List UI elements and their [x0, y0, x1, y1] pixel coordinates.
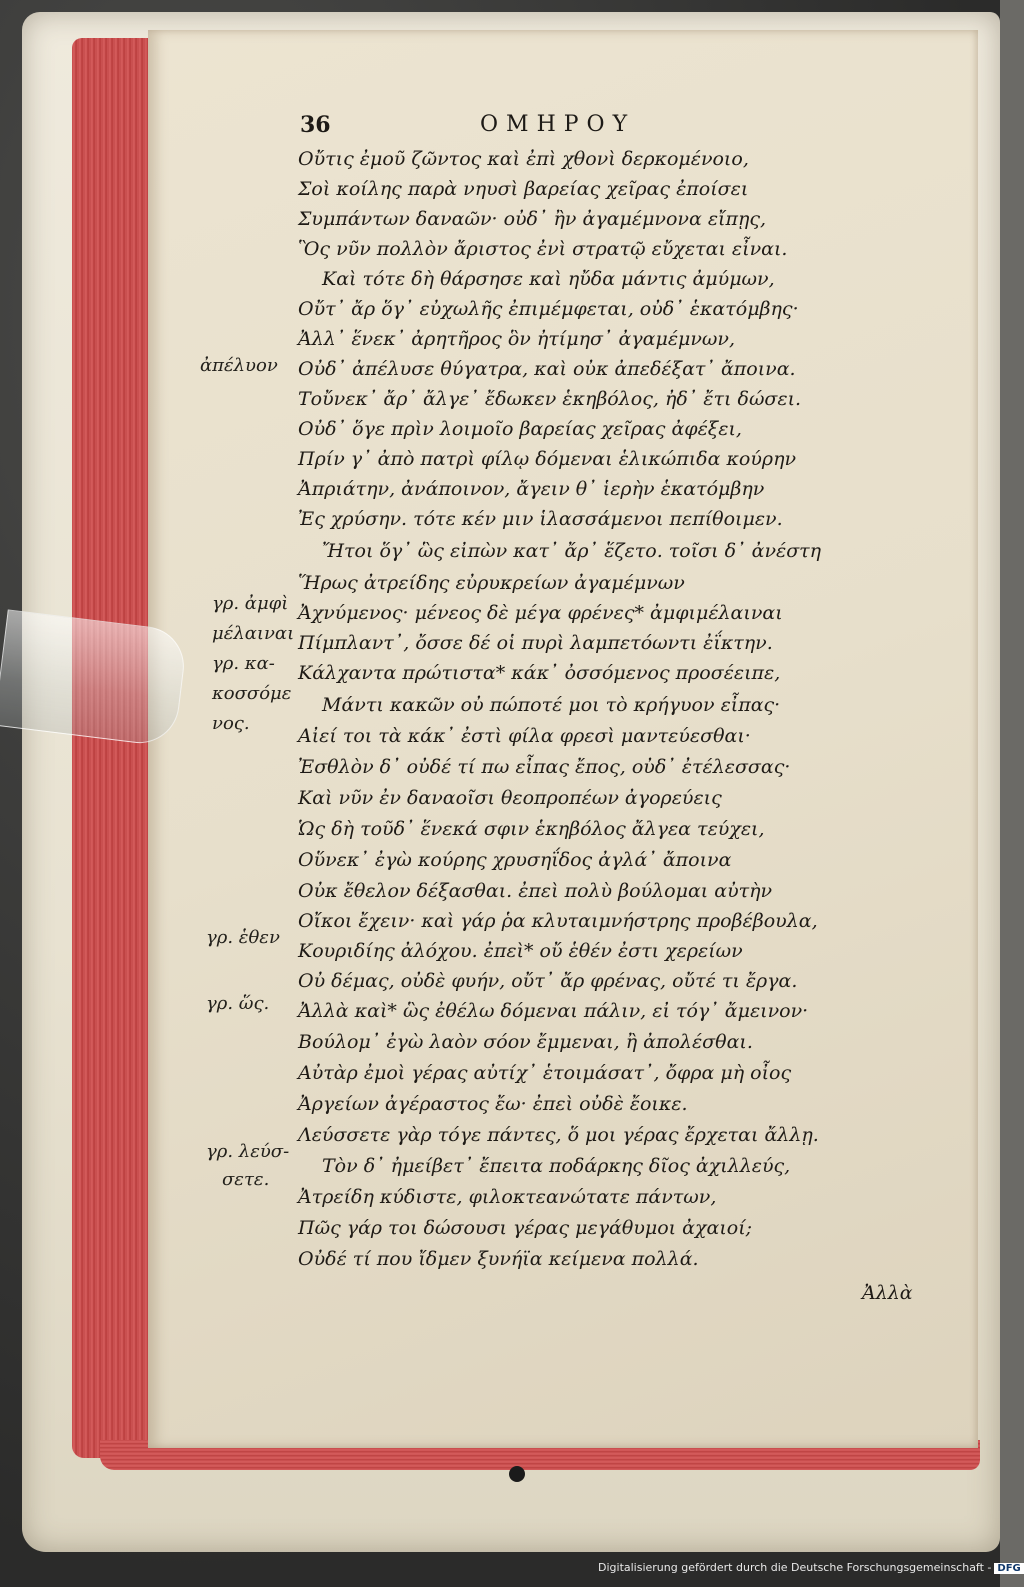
verse-line: Οὐ δέμας, οὐδὲ φυήν, οὔτ᾽ ἄρ φρένας, οὔτέ τι ἔργα. — [298, 970, 798, 992]
verse-line: Πῶς γάρ τοι δώσουσι γέρας μεγάθυμοι ἀχαιοί; — [298, 1217, 753, 1239]
verse-line: Ἀλλ᾽ ἕνεκ᾽ ἀρητῆρος ὃν ἠτίμησ᾽ ἀγαμέμνων, — [298, 328, 736, 350]
verse-line: Κάλχαντα πρώτιστα* κάκ᾽ ὀσσόμενος προσέειπε, — [298, 662, 781, 684]
marginal-note: γρ. ἑθεν — [206, 927, 280, 948]
verse-line: Κουριδίης ἀλόχου. ἐπεὶ* οὔ ἑθέν ἐστι χερείων — [298, 940, 743, 962]
verse-line: Τὸν δ᾽ ἠμείβετ᾽ ἔπειτα ποδάρκης δῖος ἀχιλλεύς, — [322, 1155, 791, 1177]
verse-line: Οὐδέ τί που ἴδμεν ξυνήϊα κείμενα πολλά. — [298, 1248, 699, 1270]
dfg-logo: DFG — [994, 1563, 1023, 1574]
marginal-note: γρ. ἀμφὶ — [212, 593, 289, 614]
verse-line: Οὐδ᾽ ὅγε πρὶν λοιμοῖο βαρείας χεῖρας ἀφέξει, — [298, 418, 742, 440]
red-page-edges — [72, 38, 160, 1458]
verse-line: Ἀχνύμενος· μένεος δὲ μέγα φρένες* ἀμφιμέλαιναι — [298, 602, 783, 624]
verse-line: Μάντι κακῶν οὐ πώποτέ μοι τὸ κρήγυον εἶπας· — [322, 694, 781, 716]
verse-line: Ἐσθλὸν δ᾽ οὐδέ τί πω εἶπας ἔπος, οὐδ᾽ ἐτέλεσσας· — [298, 756, 791, 778]
verse-line: Πίμπλαντ᾽, ὄσσε δέ οἱ πυρὶ λαμπετόωντι ἐΐκτην. — [298, 632, 773, 654]
verse-line: Αὐτὰρ ἐμοὶ γέρας αὐτίχ᾽ ἑτοιμάσατ᾽, ὄφρα μὴ οἶος — [298, 1062, 792, 1084]
marginal-note: σετε. — [222, 1169, 270, 1190]
verse-line: Συμπάντων δαναῶν· οὐδ᾽ ἢν ἀγαμέμνονα εἴπῃς, — [298, 208, 767, 230]
marginal-note: μέλαιναι — [212, 623, 295, 644]
verse-line: Σοὶ κοίλης παρὰ νηυσὶ βαρείας χεῖρας ἐποίσει — [298, 178, 749, 200]
verse-line: Καὶ τότε δὴ θάρσησε καὶ ηὔδα μάντις ἀμύμων, — [322, 268, 775, 290]
verse-line: Οὐδ᾽ ἀπέλυσε θύγατρα, καὶ οὐκ ἀπεδέξατ᾽ ἄποινα. — [298, 358, 796, 380]
marginal-note: κοσσόμε — [212, 683, 292, 704]
credit-text: Digitalisierung gefördert durch die Deutsche Forschungsgemeinschaft - — [598, 1561, 992, 1574]
verse-line: Πρίν γ᾽ ἀπὸ πατρὶ φίλῳ δόμεναι ἑλικώπιδα κούρην — [298, 448, 797, 470]
verse-line: Ἥρως ἀτρείδης εὐρυκρείων ἀγαμέμνων — [298, 572, 685, 594]
marginal-note: ἀπέλυον — [200, 355, 278, 376]
glass-page-weight — [0, 609, 188, 747]
verse-line: Ἤτοι ὅγ᾽ ὣς εἰπὼν κατ᾽ ἄρ᾽ ἕζετο. τοῖσι δ᾽ ἀνέστη — [322, 540, 822, 562]
page-number: 36 — [300, 112, 331, 138]
verse-line: Ἀτρείδη κύδιστε, φιλοκτεανώτατε πάντων, — [298, 1186, 717, 1208]
verse-line: Ἀπριάτην, ἀνάποινον, ἄγειν θ᾽ ἱερὴν ἑκατόμβην — [298, 478, 765, 500]
verse-line: Ἐς χρύσην. τότε κέν μιν ἱλασσάμενοι πεπίθοιμεν. — [298, 508, 783, 530]
verse-line: Ἀργείων ἀγέραστος ἔω· ἐπεὶ οὐδὲ ἔοικε. — [298, 1093, 688, 1115]
verse-line: Αἰεί τοι τὰ κάκ᾽ ἐστὶ φίλα φρεσὶ μαντεύεσθαι· — [298, 725, 751, 747]
marginal-note: νος. — [212, 713, 250, 734]
marginal-note: γρ. λεύσ- — [206, 1141, 290, 1162]
verse-line: Ἀλλὰ καὶ* ὣς ἐθέλω δόμεναι πάλιν, εἰ τόγ᾽ ἄμεινον· — [298, 1000, 809, 1022]
verse-line: Οὔτ᾽ ἄρ ὅγ᾽ εὐχωλῆς ἐπιμέμφεται, οὐδ᾽ ἑκατόμβης· — [298, 298, 799, 320]
binding-hole — [509, 1466, 525, 1482]
catchword: Ἀλλὰ — [862, 1282, 913, 1304]
verse-line: Βούλομ᾽ ἐγὼ λαὸν σόον ἔμμεναι, ἢ ἀπολέσθαι. — [298, 1031, 753, 1053]
marginal-note: γρ. κα- — [212, 653, 275, 674]
verse-line: Ὡς δὴ τοῦδ᾽ ἕνεκά σφιν ἑκηβόλος ἄλγεα τεύχει, — [298, 818, 765, 840]
verse-line: Καὶ νῦν ἐν δαναοῖσι θεοπροπέων ἀγορεύεις — [298, 787, 722, 809]
verse-line: Ὃς νῦν πολλὸν ἄριστος ἐνὶ στρατῷ εὔχεται εἶναι. — [298, 238, 788, 260]
verse-line: Λεύσσετε γὰρ τόγε πάντες, ὅ μοι γέρας ἔρχεται ἄλλῃ. — [298, 1124, 819, 1146]
verse-line: Οὐκ ἔθελον δέξασθαι. ἐπεὶ πολὺ βούλομαι αὐτὴν — [298, 880, 773, 902]
verse-line: Οὕνεκ᾽ ἐγὼ κούρης χρυσηΐδος ἀγλά᾽ ἄποινα — [298, 849, 732, 871]
verse-line: Τοὔνεκ᾽ ἄρ᾽ ἄλγε᾽ ἔδωκεν ἑκηβόλος, ἠδ᾽ ἔτι δώσει. — [298, 388, 802, 410]
digitization-credit — [598, 1561, 1021, 1574]
marginal-note: γρ. ὥς. — [206, 993, 270, 1014]
running-head: ΟΜΗΡΟΥ — [480, 112, 636, 137]
verse-line: Οἴκοι ἔχειν· καὶ γάρ ῥα κλυταιμνήστρης προβέβουλα, — [298, 910, 818, 932]
verse-line: Οὔτις ἐμοῦ ζῶντος καὶ ἐπὶ χθονὶ δερκομένοιο, — [298, 148, 749, 170]
